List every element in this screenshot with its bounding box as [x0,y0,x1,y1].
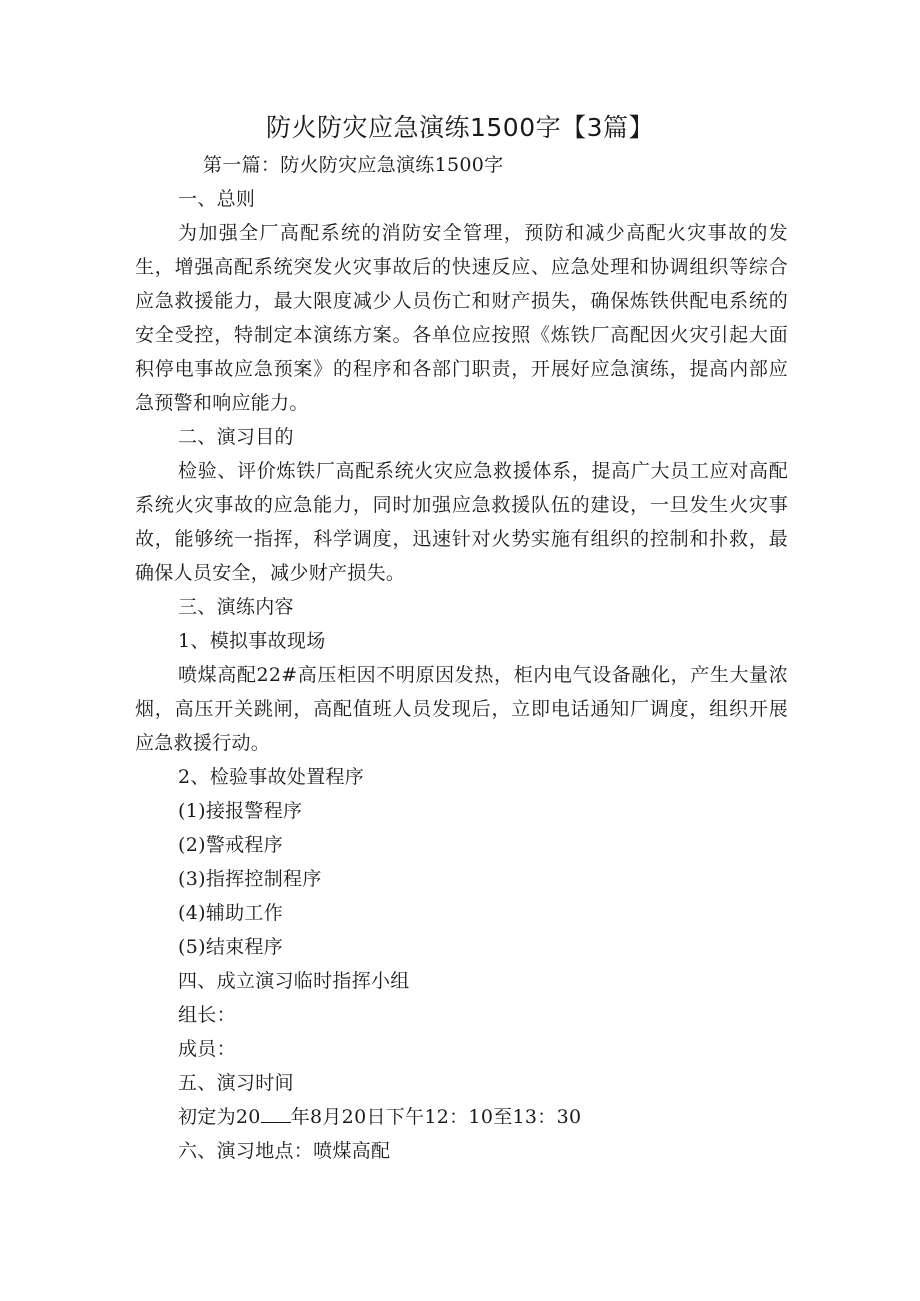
procedure-item: (3)指挥控制程序 [178,868,322,890]
section-heading-time: 五、演习时间 [178,1072,294,1094]
document-body [135,148,788,1168]
document-title: 防火防灾应急演练1500字【3篇】 [265,113,655,142]
section-heading-location: 六、演习地点：喷煤高配 [178,1140,391,1162]
procedure-item: (1)接报警程序 [178,800,303,822]
subheading-simulated-scene: 1、模拟事故现场 [178,630,326,652]
document-subtitle: 第一篇：防火防灾应急演练1500字 [203,154,504,176]
section-heading-general: 一、总则 [178,188,256,210]
paragraph-purpose: 检验、评价炼铁厂高配系统火灾应急救援体系，提高广大员工应对高配系统火灾事故的应急能力，同时加强应急救援队伍的建设，一旦发生火灾事故，能够统一指挥，科学调度，迅速针对火势实施有组织的控制和扑救，最确保人员安全，减少财产损失。 [135,460,788,584]
leader-label: 组长： [178,1004,236,1026]
procedure-item: (4)辅助工作 [178,902,284,924]
procedure-item: (2)警戒程序 [178,834,284,856]
procedure-item: (5)结束程序 [178,936,284,958]
section-heading-purpose: 二、演习目的 [178,426,294,448]
section-heading-content: 三、演练内容 [178,596,294,618]
drill-time-prefix: 初定为20 [178,1106,261,1128]
section-heading-command-group: 四、成立演习临时指挥小组 [178,970,410,992]
blank-underline [261,1106,291,1123]
subheading-procedures: 2、检验事故处置程序 [178,766,365,788]
paragraph-general: 为加强全厂高配系统的消防安全管理，预防和减少高配火灾事故的发生，增强高配系统突发火灾事故后的快速反应、应急处理和协调组织等综合应急救援能力，最大限度减少人员伤亡和财产损失，确保炼铁供配电系统的安全受控，特制定本演练方案。各单位应按照《炼铁厂高配因火灾引起大面积停电事故应急预案》的程序和各部门职责，开展好应急演练，提高内部应急预警和响应能力。 [135,222,788,414]
paragraph-simulated-scene: 喷煤高配22#高压柜因不明原因发热，柜内电气设备融化，产生大量浓烟，高压开关跳闸，高配值班人员发现后，立即电话通知厂调度，组织开展应急救援行动。 [135,664,788,754]
drill-time [135,1100,788,1134]
drill-time-suffix: 年8月20日下午12：10至13：30 [290,1106,582,1128]
member-label: 成员： [178,1038,236,1060]
